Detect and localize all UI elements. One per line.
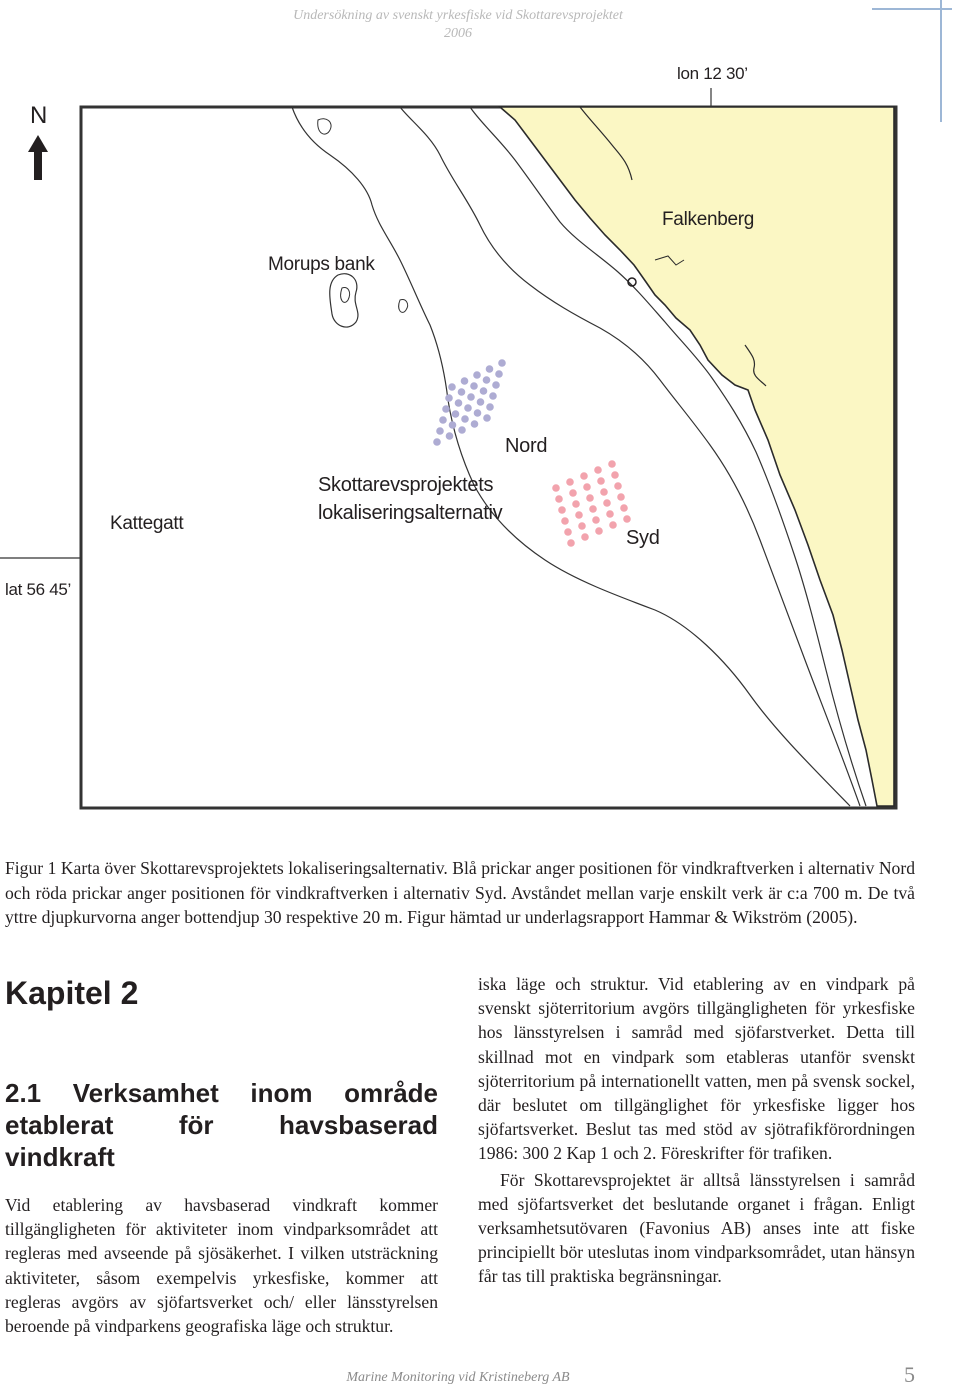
map-graphic: [0, 60, 905, 820]
north-arrow-head: [28, 135, 48, 152]
syd-turbine-dot: [566, 478, 574, 486]
syd-turbine-dot: [600, 488, 608, 496]
nord-turbine-dot: [436, 427, 444, 435]
nord-turbine-dot: [439, 416, 447, 424]
syd-label: Syd: [626, 527, 660, 549]
nord-turbine-dot: [446, 432, 454, 440]
falkenberg-label: Falkenberg: [662, 209, 755, 230]
syd-turbine-dot: [564, 528, 572, 536]
syd-turbine-dot: [608, 460, 616, 468]
nord-turbine-dot: [498, 359, 506, 367]
syd-turbine-dot: [609, 521, 617, 529]
syd-turbine-dot: [586, 494, 594, 502]
morups-bank-label: Morups bank: [268, 254, 375, 275]
running-footer: Marine Monitoring vid Kristineberg AB: [346, 1370, 570, 1385]
syd-turbine-dot: [614, 482, 622, 490]
syd-turbine-dot: [572, 500, 580, 508]
project-label-line2: lokaliseringsalternativ: [318, 502, 503, 524]
syd-turbine-dot: [581, 533, 589, 541]
running-header: [0, 7, 916, 43]
nord-turbine-dot: [449, 421, 457, 429]
syd-turbine-dot: [580, 472, 588, 480]
syd-turbine-dot: [575, 511, 583, 519]
nord-turbine-dot: [480, 387, 488, 395]
syd-turbine-dot: [578, 522, 586, 530]
nord-turbine-dot: [433, 438, 441, 446]
syd-turbine-dot: [552, 484, 560, 492]
nord-turbine-dot: [483, 414, 491, 422]
project-label-line1: Skottarevsprojektets: [318, 474, 494, 496]
section-heading: 2.1 Verksamhet inom område etablerat för havsbaserad vindkraft: [5, 1078, 438, 1172]
syd-turbine-dot: [594, 466, 602, 474]
nord-turbine-dot: [492, 381, 500, 389]
north-arrow-shaft: [34, 150, 42, 180]
nord-turbine-dot: [458, 426, 466, 434]
syd-turbine-dot: [611, 471, 619, 479]
left-column: [5, 1193, 438, 1338]
syd-turbine-dot: [603, 499, 611, 507]
map-figure: [0, 60, 905, 820]
syd-turbine-dot: [561, 517, 569, 525]
figure-caption: Figur 1 Karta över Skottarevsprojektets lokaliseringsalternativ. Blå prickar anger positionen för vindkraftverken i alternativ Nord och röda prickar anger positionen för vindkraftverken i alternativ Syd. Avståndet mellan varje enskilt verk är c:a 700 m. De två yttre djupkurvorna anger bottendjup 30 respektive 20 m. Figur hämtad ur underlagsrapport Hammar & Wikström (2005).: [5, 858, 915, 927]
nord-turbine-dot: [464, 404, 472, 412]
right-column: [478, 972, 915, 1289]
lat-label: lat 56 45’: [5, 580, 71, 599]
left-paragraph: Vid etablering av havsbaserad vindkraft kommer tillgängligheten för aktiviteter inom vindparksområdet att regleras med avseende på sjösäkerhet. I vilken utsträckning aktiviteter, såsom exempelvis yrkesfiske, kommer att regleras avgörs av sjöfartsverket och/ eller länsstyrelsen beroende på vindparkens geografiska läge och struktur.: [5, 1195, 438, 1337]
nord-turbine-dot: [458, 388, 466, 396]
chapter-heading: Kapitel 2: [5, 975, 139, 1011]
nord-turbine-dot: [474, 409, 482, 417]
nord-turbine-dot: [470, 382, 478, 390]
nord-turbine-dot: [445, 394, 453, 402]
nord-turbine-dot: [486, 365, 494, 373]
syd-turbine-dot: [606, 510, 614, 518]
syd-turbine-dot: [567, 539, 575, 547]
nord-turbine-dot: [486, 403, 494, 411]
kattegatt-label: Kattegatt: [110, 513, 184, 534]
nord-turbine-dot: [455, 399, 463, 407]
right-paragraph-1: iska läge och struktur. Vid etablering av en vindpark på svenskt sjöterritorium avgörs tillgängligheten för yrkesfiske hos länsstyrelsen i samråd med sjöfarstverket. Detta till skillnad mot en vindpark som etableras utanför svenskt sjöterritorium på internationellt vatten, men på svensk sockel, där beslutet om tillgänglighet för yrkesfiske ligger hos sjöfartsverket. Beslut tas med stöd av sjötrafikförordningen 1986: 300 2 Kap 1 och 2. Föreskrifter för trafiken.: [478, 974, 915, 1164]
nord-turbine-dot: [461, 377, 469, 385]
syd-turbine-dot: [595, 527, 603, 535]
nord-turbine-dot: [483, 376, 491, 384]
syd-turbine-dot: [569, 489, 577, 497]
syd-turbine-dot: [597, 477, 605, 485]
nord-turbine-dot: [477, 398, 485, 406]
syd-turbine-dot: [620, 504, 628, 512]
lon-label: lon 12 30’: [677, 64, 748, 83]
syd-turbine-dot: [589, 505, 597, 513]
header-title: Undersökning av svenskt yrkesfiske vid Skottarevsprojektet: [293, 8, 623, 23]
header-year: 2006: [444, 26, 472, 41]
syd-turbine-dot: [623, 515, 631, 523]
syd-turbine-dot: [617, 493, 625, 501]
nord-turbine-dot: [495, 370, 503, 378]
nord-turbine-dot: [467, 393, 475, 401]
north-label: N: [30, 102, 48, 129]
page-number: 5: [904, 1362, 915, 1387]
nord-turbine-dot: [489, 392, 497, 400]
nord-turbine-dot: [473, 371, 481, 379]
syd-turbine-dot: [555, 495, 563, 503]
nord-turbine-dot: [461, 415, 469, 423]
nord-turbine-dot: [452, 410, 460, 418]
crop-mark-vertical: [940, 0, 942, 122]
nord-label: Nord: [505, 435, 548, 457]
right-paragraph-2: För Skottarevsprojektet är alltså länsstyrelsen i samråd med sjöfartsverket det beslutande organet i frågan. Enligt verksamhetsutövaren (Favonius AB) anses inte att fiske principiellt bör uteslutas inom vindparksområdet, utan hänsyn får tas till praktiska begränsningar.: [478, 1169, 915, 1287]
syd-turbine-dot: [558, 506, 566, 514]
syd-turbine-dot: [583, 483, 591, 491]
nord-turbine-dot: [442, 405, 450, 413]
nord-turbine-dot: [448, 383, 456, 391]
syd-turbine-dot: [592, 516, 600, 524]
nord-turbine-dot: [471, 420, 479, 428]
